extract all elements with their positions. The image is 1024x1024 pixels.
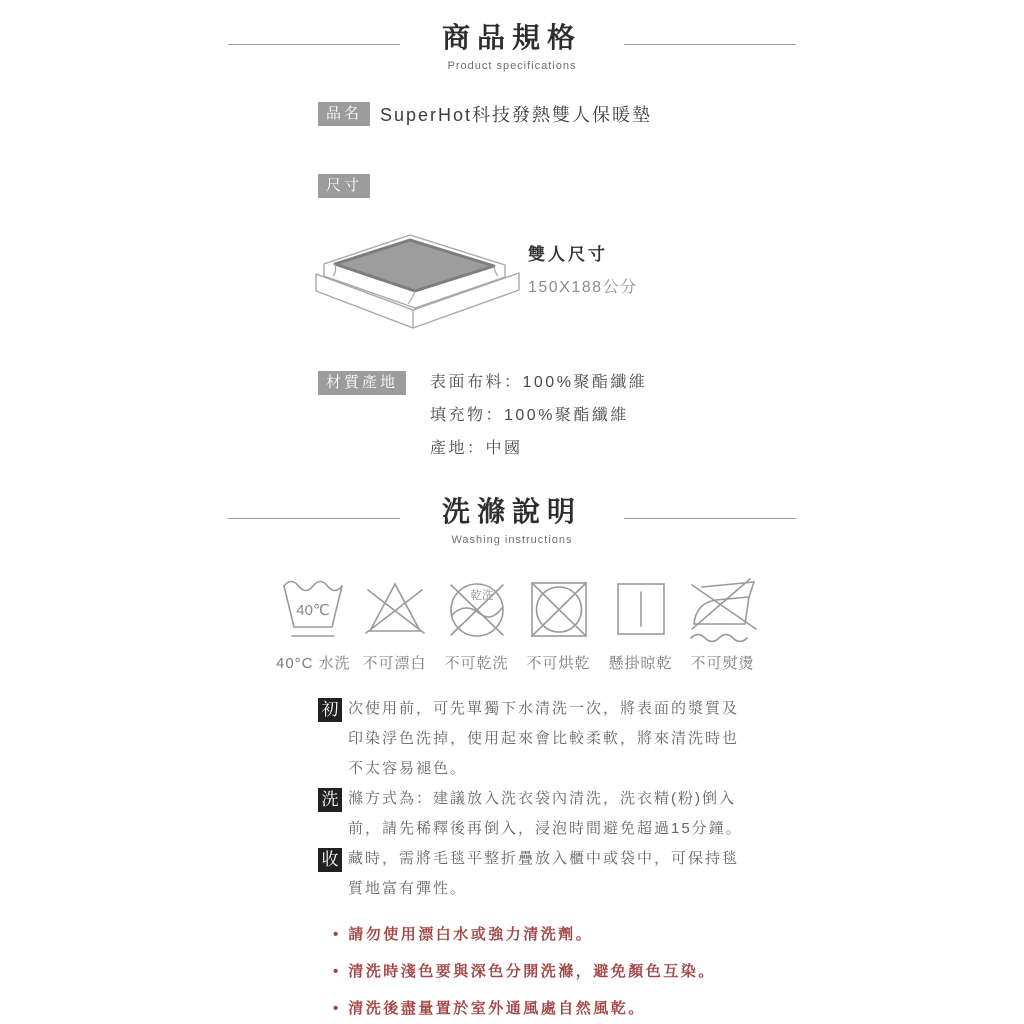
size-badge: 尺寸 bbox=[318, 174, 370, 198]
warning-text: 請勿使用漂白水或強力清洗劑。 bbox=[348, 926, 594, 943]
care-item-no-tumble-dry bbox=[522, 572, 595, 673]
hang-dry-icon bbox=[605, 572, 677, 644]
bullet-icon: • bbox=[333, 1000, 339, 1017]
care-label: 40°C 水洗 bbox=[276, 655, 351, 672]
no-bleach-icon bbox=[359, 572, 431, 644]
divider-line-right bbox=[624, 44, 796, 45]
divider-line-right bbox=[624, 518, 796, 519]
spec-subtitle: Product specifications bbox=[447, 60, 577, 72]
svg-text:乾洗: 乾洗 bbox=[470, 590, 493, 602]
care-label: 不可漂白 bbox=[362, 655, 427, 672]
size-value: 150X188公分 bbox=[528, 279, 638, 296]
spec-title: 商品規格 bbox=[441, 22, 582, 53]
care-item-wash-40c bbox=[276, 572, 349, 673]
washing-subtitle: Washing instructions bbox=[451, 534, 573, 546]
divider-line-left bbox=[228, 44, 400, 45]
no-dryclean-icon bbox=[441, 572, 513, 644]
size-info bbox=[528, 240, 638, 297]
bullet-icon: • bbox=[333, 926, 339, 943]
mattress-illustration bbox=[308, 224, 528, 336]
material-list bbox=[430, 366, 647, 465]
material-line-origin: 產地：中國 bbox=[430, 440, 523, 457]
washing-notes bbox=[318, 694, 746, 904]
svg-text:40℃: 40℃ bbox=[295, 602, 330, 619]
warning-item bbox=[333, 953, 716, 990]
care-item-hang-dry bbox=[604, 572, 677, 673]
warning-item bbox=[333, 916, 716, 953]
wash-40c-icon bbox=[277, 572, 349, 644]
warning-text: 清洗後盡量置於室外通風處自然風乾。 bbox=[348, 1000, 646, 1017]
care-icons-row bbox=[276, 572, 759, 673]
care-item-no-dryclean bbox=[440, 572, 513, 673]
product-name-row bbox=[318, 101, 652, 127]
note-lead-box: 初 bbox=[318, 698, 342, 722]
note-washing-method bbox=[318, 784, 746, 844]
divider-line-left bbox=[228, 518, 400, 519]
material-line-fabric: 表面布料：100%聚酯纖維 bbox=[430, 374, 648, 391]
size-title: 雙人尺寸 bbox=[528, 245, 608, 264]
note-storage bbox=[318, 844, 746, 904]
note-text: 次使用前，可先單獨下水清洗一次，將表面的漿質及印染浮色洗掉，使用起來會比較柔軟，將來清洗時也不太容易褪色。 bbox=[348, 700, 740, 777]
material-badge: 材質產地 bbox=[318, 371, 406, 395]
material-line-filling: 填充物：100%聚酯纖維 bbox=[430, 407, 629, 424]
no-iron-icon bbox=[687, 572, 759, 644]
care-item-no-iron bbox=[686, 572, 759, 673]
no-tumble-dry-icon bbox=[523, 572, 595, 644]
care-label: 不可熨燙 bbox=[690, 655, 755, 672]
care-item-no-bleach bbox=[358, 572, 431, 673]
note-text: 藏時，需將毛毯平整折疊放入櫃中或袋中，可保持毯質地富有彈性。 bbox=[348, 850, 740, 897]
note-first-use bbox=[318, 694, 746, 784]
note-lead-box: 收 bbox=[318, 848, 342, 872]
note-text: 滌方式為：建議放入洗衣袋內清洗，洗衣精(粉)倒入前，請先稀釋後再倒入，浸泡時間避免超過15分鐘。 bbox=[348, 790, 743, 837]
care-label: 懸掛晾乾 bbox=[608, 655, 673, 672]
care-label: 不可烘乾 bbox=[526, 655, 591, 672]
warning-text: 清洗時淺色要與深色分開洗滌，避免顏色互染。 bbox=[348, 963, 716, 980]
note-lead-box: 洗 bbox=[318, 788, 342, 812]
washing-section-header bbox=[0, 490, 1024, 546]
product-name-text: SuperHot科技發熱雙人保暖墊 bbox=[380, 105, 653, 125]
washing-title: 洗滌說明 bbox=[441, 496, 582, 527]
product-name-badge: 品名 bbox=[318, 102, 370, 126]
spec-section-header bbox=[0, 16, 1024, 72]
warning-item bbox=[333, 990, 716, 1024]
care-label: 不可乾洗 bbox=[444, 655, 509, 672]
warning-list bbox=[333, 916, 716, 1024]
bullet-icon: • bbox=[333, 963, 339, 980]
